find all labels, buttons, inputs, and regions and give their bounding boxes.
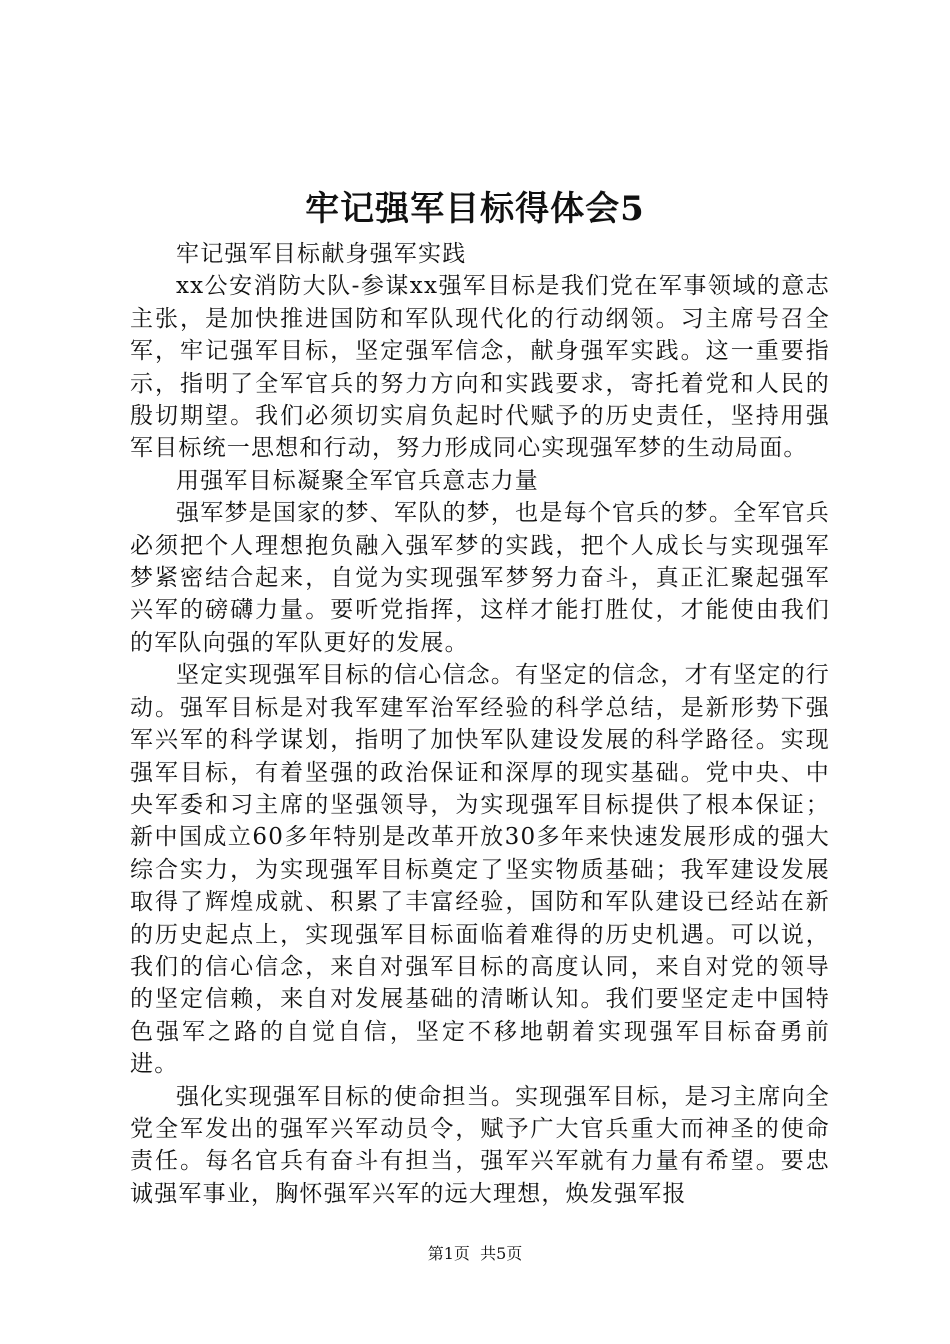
paragraph-heading-1: 牢记强军目标献身强军实践 (176, 241, 467, 267)
paragraph-heading-2: 用强军目标凝聚全军官兵意志力量 (176, 467, 539, 494)
document-body (130, 238, 830, 1210)
paragraph: 强军梦是国家的梦、军队的梦，也是每个官兵的梦。全军官兵必须把个人理想抱负融入强军梦的实践，把个人成长与实现强军梦紧密结合起来，自觉为实现强军梦努力奋斗，真正汇聚起强军兴军的磅礴力量。要听党指挥，这样才能打胜仗，才能使由我们的军队向强的军队更好的发展。 (130, 500, 830, 656)
page-footer (0, 1243, 950, 1265)
page-number: 第1页 (427, 1244, 470, 1263)
paragraph: 强化实现强军目标的使命担当。实现强军目标，是习主席向全党全军发出的强军兴军动员令，赋予广大官兵重大而神圣的使命责任。每名官兵有奋斗有担当，强军兴军就有力量有希望。要忠诚强军事业，胸怀强军兴军的远大理想，焕发强军报 (130, 1083, 830, 1207)
document-title: 牢记强军目标得体会5 (305, 189, 645, 229)
paragraph: xx公安消防大队-参谋xx强军目标是我们党在军事领域的意志主张，是加快推进国防和军队现代化的行动纲领。习主席号召全军，牢记强军目标，坚定强军信念，献身强军实践。这一重要指示，指明了全军官兵的努力方向和实践要求，寄托着党和人民的殷切期望。我们必须切实肩负起时代赋予的历史责任，坚持用强军目标统一思想和行动，努力形成同心实现强军梦的生动局面。 (130, 273, 830, 462)
footer-spacer (470, 1244, 480, 1263)
page-total: 共5页 (480, 1244, 523, 1263)
paragraph: 坚定实现强军目标的信心信念。有坚定的信念，才有坚定的行动。强军目标是对我军建军治军经验的科学总结，是新形势下强军兴军的科学谋划，指明了加快军队建设发展的科学路径。实现强军目标，有着坚强的政治保证和深厚的现实基础。党中央、中央军委和习主席的坚强领导，为实现强军目标提供了根本保证；新中国成立60多年特别是改革开放30多年来快速发展形成的强大综合实力，为实现强军目标奠定了坚实物质基础；我军建设发展取得了辉煌成就、积累了丰富经验，国防和军队建设已经站在新的历史起点上，实现强军目标面临着难得的历史机遇。可以说，我们的信心信念，来自对强军目标的高度认同，来自对党的领导的坚定信赖，来自对发展基础的清晰认知。我们要坚定走中国特色强军之路的自觉自信，坚定不移地朝着实现强军目标奋勇前进。 (130, 662, 830, 1078)
